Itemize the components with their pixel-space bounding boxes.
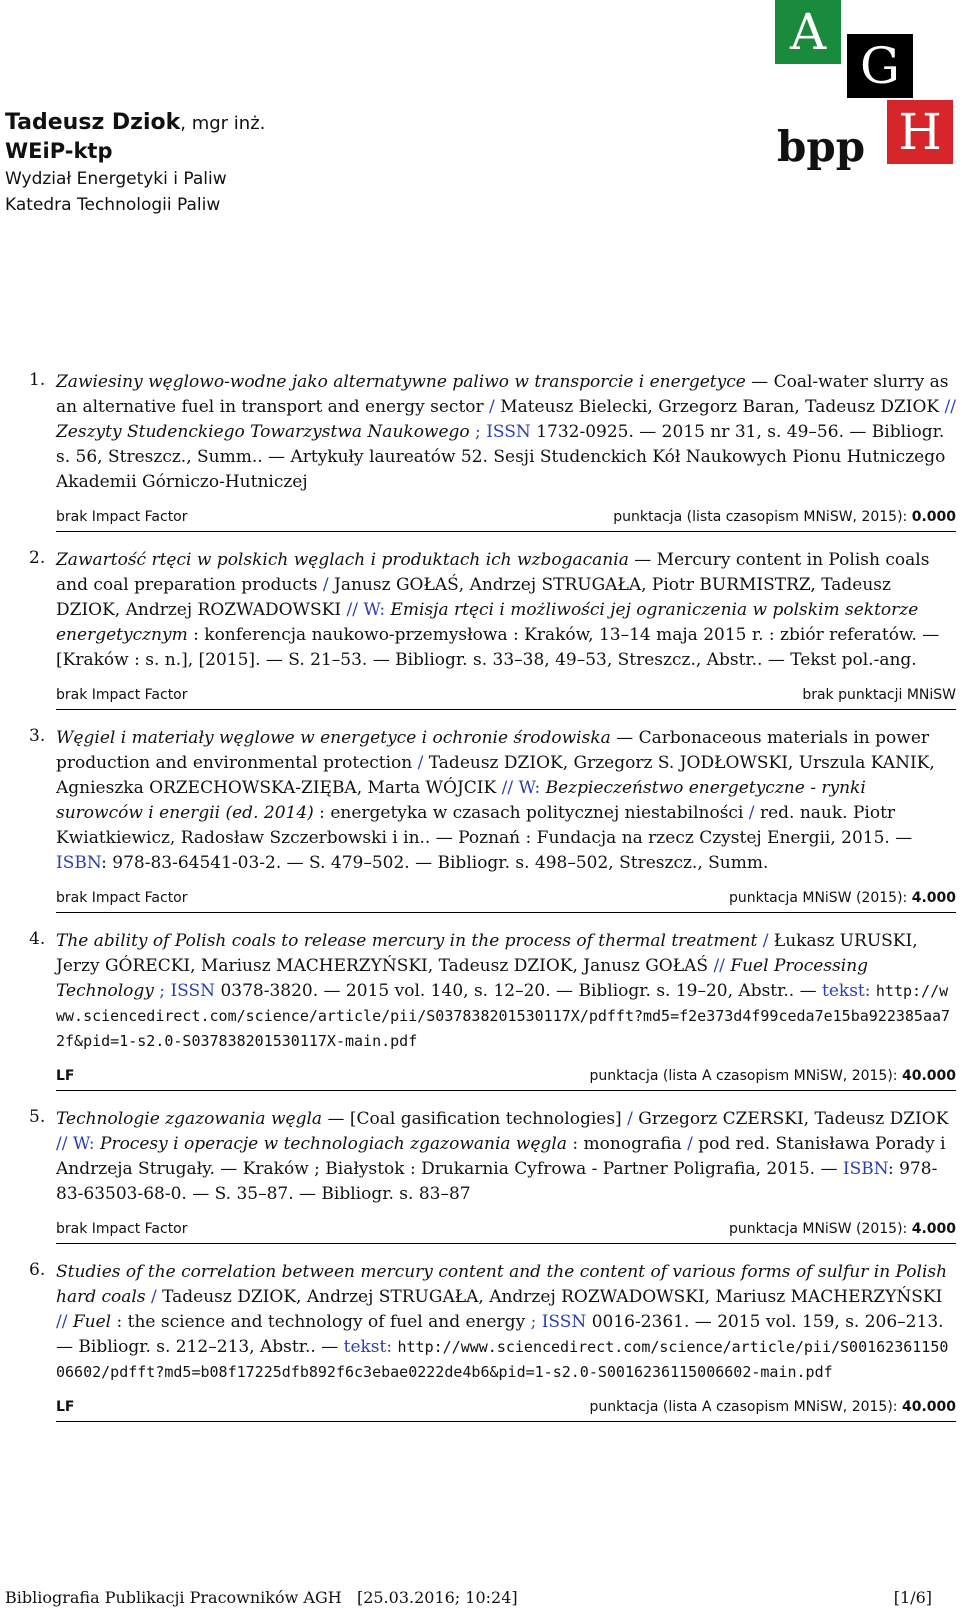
entry-authors: Łukasz URUSKI, Jerzy GÓRECKI, Mariusz MACHERZYŃSKI, Tadeusz DZIOK, Janusz GOŁAŚ (56, 931, 918, 976)
author-title: , mgr inż. (180, 113, 266, 134)
slash: / (621, 1109, 639, 1129)
separator: // (939, 397, 956, 417)
issn-value: 0016-2361. (591, 1312, 690, 1332)
entry-details: : konferencja naukowo-przemysłowa : Kraków, 13–14 maja 2015 r. : zbiór referatów. — [Kraków : s. n.], [2015]. — S. 21–53. — Bibliogr. s. 33–38, 49–53, Streszcz., Abstr.. — Tekst pol.-ang. (56, 625, 940, 670)
isbn-link[interactable]: ISBN (56, 853, 102, 873)
score-label: punktacja (lista A czasopism MNiSW, 2015): (589, 1068, 902, 1084)
unit-code: WEiP-ktp (5, 139, 113, 163)
slash: / (757, 931, 774, 951)
separator: // W: (56, 1134, 100, 1154)
entry-details: pod red. Stanisława Porady i Andrzeja Strugały. — Kraków ; Białystok : Drukarnia Cyfrowa - Partner Poligrafia, 2015. — (56, 1134, 946, 1179)
entry-journal: Bezpieczeństwo energetyczne - rynki surowców i energii (ed. 2014) (56, 778, 866, 823)
entry-journal: Fuel Processing Technology (56, 956, 869, 1001)
dash: — (610, 728, 639, 748)
publication-list (0, 370, 960, 1422)
entry-title[interactable]: Technologie zgazowania węgla (56, 1109, 323, 1129)
entry-number: 2. (29, 548, 46, 568)
entry-number: 3. (29, 726, 46, 746)
entry-meta (56, 677, 956, 710)
entry-citation (56, 929, 956, 1054)
publication-entry (29, 1260, 956, 1422)
entry-citation (56, 548, 956, 673)
issn-link[interactable]: ; ISSN (469, 422, 537, 442)
mnisw-score (589, 1068, 956, 1084)
department-name: Katedra Technologii Paliw (5, 195, 221, 215)
slash: / (412, 753, 429, 773)
page-number: [1/6] (893, 1588, 932, 1607)
score-label: punktacja (lista A czasopism MNiSW, 2015): (589, 1399, 902, 1415)
dash: — (745, 372, 774, 392)
entry-details: — 2015 vol. 140, s. 12–20. — Bibliogr. s. 19–20, Abstr.. — (318, 981, 823, 1001)
separator: // (56, 1312, 73, 1332)
entry-journal: Emisja rtęci i możliwości jej ograniczenia w polskim sektorze energetycznym (56, 600, 919, 645)
entry-citation (56, 1107, 956, 1207)
footer-left (5, 1588, 518, 1607)
entry-subtitle: Coal-water slurry as an alternative fuel in transport and energy sector (56, 372, 949, 417)
publication-entry (29, 548, 956, 710)
entry-authors: Grzegorz CZERSKI, Tadeusz DZIOK (638, 1109, 949, 1129)
slash: / (743, 803, 760, 823)
entry-details: red. nauk. Piotr Kwiatkiewicz, Radosław Szczerbowski i in.. — Poznań : Fundacja na rzecz Czystej Energii, 2015. — (56, 803, 913, 848)
dash: — (628, 550, 657, 570)
slash: / (681, 1134, 699, 1154)
author-block (5, 110, 265, 215)
issn-value: 1732-0925. (536, 422, 634, 442)
isbn-link[interactable]: ISBN (842, 1159, 888, 1179)
footer-title: Bibliografia Publikacji Pracowników AGH (5, 1588, 342, 1607)
entry-details-tail: : 978-83-64541-03-2. — S. 479–502. — Bibliogr. s. 498–502, Streszcz., Summ. (101, 853, 769, 873)
score-label: brak punktacji MNiSW (802, 687, 956, 703)
entry-number: 5. (29, 1107, 46, 1127)
dash: — (322, 1109, 350, 1129)
issn-value: 0378-3820. (220, 981, 319, 1001)
entry-subtitle-extra: : monografia (567, 1134, 682, 1154)
score-label: punktacja MNiSW (2015): (728, 1221, 912, 1237)
logo-bpp-text: bpp (777, 122, 866, 171)
entry-meta (56, 499, 956, 532)
entry-authors: Tadeusz DZIOK, Grzegorz S. JODŁOWSKI, Urszula KANIK, Agnieszka ORZECHOWSKA-ZIĘBA, Marta WÓJCIK (56, 753, 935, 798)
entry-journal: Zeszyty Studenckiego Towarzystwa Naukowego (56, 422, 470, 442)
entry-authors: Tadeusz DZIOK, Andrzej STRUGAŁA, Andrzej ROZWADOWSKI, Mariusz MACHERZYŃSKI (162, 1287, 943, 1307)
entry-subtitle: Carbonaceous materials in power production and environmental protection (56, 728, 930, 773)
separator: // W: (496, 778, 546, 798)
score-label: punktacja MNiSW (2015): (728, 890, 912, 906)
entry-meta (56, 1211, 956, 1244)
footer-date: [25.03.2016; 10:24] (356, 1588, 518, 1607)
entry-title[interactable]: Zawartość rtęci w polskich węglach i produktach ich wzbogacania (56, 550, 629, 570)
entry-subtitle: [Coal gasification technologies] (349, 1109, 622, 1129)
score-value: 40.000 (901, 1068, 956, 1084)
mnisw-score (613, 509, 956, 525)
faculty-name: Wydział Energetyki i Paliw (5, 169, 227, 189)
score-label: punktacja (lista czasopism MNiSW, 2015): (613, 509, 912, 525)
entry-details: — 2015 vol. 159, s. 206–213. — Bibliogr. s. 212–213, Abstr.. — (56, 1312, 944, 1357)
publication-entry (29, 370, 956, 532)
entry-number: 1. (29, 370, 46, 390)
separator: // W: (341, 600, 391, 620)
fulltext-link[interactable]: tekst: (822, 981, 871, 1001)
entry-meta (56, 1058, 956, 1091)
entry-journal: Fuel (72, 1312, 112, 1332)
publication-entry (29, 726, 956, 913)
entry-subtitle-extra: : energetyka w czasach politycznej niestabilności (313, 803, 744, 823)
score-value: 40.000 (901, 1399, 956, 1415)
entry-details-tail: : 978-83-63503-68-0. — S. 35–87. — Bibliogr. s. 83–87 (56, 1159, 938, 1204)
logo-a-square: A (775, 0, 841, 64)
mnisw-score (729, 1221, 956, 1237)
entry-title[interactable]: Studies of the correlation between mercury content and the content of various forms of sulfur in Polish hard coals (56, 1262, 948, 1307)
entry-title[interactable]: The ability of Polish coals to release mercury in the process of thermal treatment (56, 931, 758, 951)
entry-citation (56, 1260, 956, 1385)
entry-meta (56, 880, 956, 913)
entry-title[interactable]: Węgiel i materiały węglowe w energetyce i ochronie środowiska (56, 728, 611, 748)
publication-entry (29, 1107, 956, 1244)
score-value: 4.000 (911, 1221, 956, 1237)
entry-details: — 2015 nr 31, s. 49–56. — Bibliogr. s. 56, Streszcz., Summ.. — Artykuły laureatów 52. Sesji Studenckich Kół Naukowych Pionu Hutniczego Akademii Górniczo-Hutniczej (56, 422, 946, 492)
entry-authors: Janusz GOŁAŚ, Andrzej STRUGAŁA, Piotr BURMISTRZ, Tadeusz DZIOK, Andrzej ROZWADOWSKI (56, 575, 891, 620)
author-heading (5, 110, 265, 135)
logo-h-square: H (887, 100, 953, 164)
slash: / (317, 575, 335, 595)
impact-factor: LF (56, 1068, 75, 1084)
issn-link[interactable]: ; ISSN (153, 981, 221, 1001)
fulltext-url[interactable]: http://www.sciencedirect.com/science/article/pii/S037838201530117X/pdfft?md5=f2e373d4f99ceda7e15ba922385aa72f&pid=1-s2.0-S037838201530117X-main.pdf (56, 982, 951, 1050)
entry-number: 4. (29, 929, 46, 949)
slash: / (145, 1287, 163, 1307)
entry-authors: Mateusz Bielecki, Grzegorz Baran, Tadeusz DZIOK (500, 397, 940, 417)
mnisw-score (729, 890, 956, 906)
author-name: Tadeusz Dziok (5, 110, 181, 135)
publication-entry (29, 929, 956, 1091)
entry-title[interactable]: Zawiesiny węglowo-wodne jako alternatywne paliwo w transporcie i energetyce (56, 372, 746, 392)
score-value: 4.000 (911, 890, 956, 906)
entry-citation (56, 370, 956, 495)
page-footer (5, 1588, 932, 1607)
agh-bpp-logo (775, 0, 960, 175)
mnisw-score (802, 687, 956, 703)
entry-meta (56, 1389, 956, 1422)
entry-number: 6. (29, 1260, 46, 1280)
separator: // (708, 956, 731, 976)
slash: / (483, 397, 501, 417)
impact-factor: brak Impact Factor (56, 890, 188, 906)
score-value: 0.000 (911, 509, 956, 525)
impact-factor: brak Impact Factor (56, 509, 188, 525)
impact-factor: brak Impact Factor (56, 687, 188, 703)
fulltext-url[interactable]: http://www.sciencedirect.com/science/article/pii/S0016236115006602/pdfft?md5=b08f17225dfb892f6c3ebae0222de4b6&pid=1-s2.0-S0016236115006602-main.pdf (56, 1338, 949, 1381)
entry-subtitle: Mercury content in Polish coals and coal preparation products (56, 550, 930, 595)
entry-citation (56, 726, 956, 876)
impact-factor: LF (56, 1399, 75, 1415)
logo-g-square: G (847, 34, 913, 98)
mnisw-score (589, 1399, 956, 1415)
impact-factor: brak Impact Factor (56, 1221, 188, 1237)
fulltext-link[interactable]: tekst: (343, 1337, 393, 1357)
issn-link[interactable]: ; ISSN (525, 1312, 592, 1332)
journal-subtitle: : the science and technology of fuel and energy (111, 1312, 526, 1332)
entry-journal: Procesy i operacje w technologiach zgazowania węgla (100, 1134, 567, 1154)
